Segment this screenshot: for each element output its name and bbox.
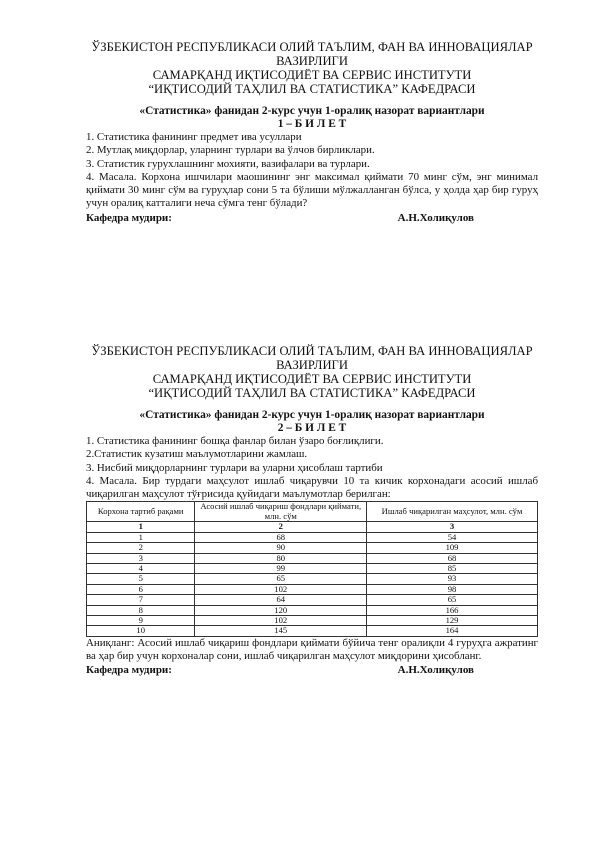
question-4-problem: 4. Масала. Бир турдаги маҳсулот ишлаб чиқарувчи 10 та кичик корхонадаги асосий ишлаб чиқарилган маҳсулот тўғрисида қуйидаги маълумотлар берилган: xyxy=(86,474,538,501)
question-3: 3. Нисбий миқдорларнинг турлари ва уларни ҳисоблаш тартиби xyxy=(86,461,383,474)
table-cell: 99 xyxy=(195,563,367,573)
table-row xyxy=(87,543,538,553)
table-column-number-row xyxy=(87,522,538,532)
ministry-header-line-2: ВАЗИРЛИГИ xyxy=(276,358,348,372)
table-cell: 129 xyxy=(367,615,538,625)
table-cell: 166 xyxy=(367,605,538,615)
table-cell: 164 xyxy=(367,626,538,636)
table-row xyxy=(87,563,538,573)
signature-line xyxy=(86,211,538,225)
table-row xyxy=(87,605,538,615)
table-cell: 4 xyxy=(87,563,195,573)
column-number: 2 xyxy=(195,522,367,532)
ticket-number: 2 – Б И Л Е Т xyxy=(277,422,347,434)
column-number: 3 xyxy=(367,522,538,532)
table-cell: 98 xyxy=(367,584,538,594)
table-cell: 6 xyxy=(87,584,195,594)
question-2: 2. Мутлақ миқдорлар, уларнинг турлари ва ўлчов бирликлари. xyxy=(86,144,375,157)
question-4-problem: 4. Масала. Корхона ишчилари маошининг энг максимал қиймати 70 минг сўм, энг минимал қиймати 30 минг сўм ва гуруҳлар сони 5 та бўлиши мўлжалланган бўлса, у ҳолда ҳар бир гуруҳ учун оралиқ катталиги неча сўмга тенг бўлади? xyxy=(86,170,538,210)
table-cell: 2 xyxy=(87,543,195,553)
signature-label: Кафедра мудири: xyxy=(86,664,172,677)
question-3: 3. Статистик гурухлашнинг мохияти, вазифалари ва турлари. xyxy=(86,157,370,170)
table-cell: 68 xyxy=(195,532,367,542)
table-cell: 64 xyxy=(195,595,367,605)
task-statement: Аниқланг: Асосий ишлаб чиқариш фондлари қиймати бўйича тенг оралиқли 4 гуруҳга ажратинг ва ҳар бир учун корхоналар сони, ишлаб чиқарилган маҳсулот миқдорини ҳисобланг. xyxy=(86,636,538,663)
question-1: 1. Статистика фанининг предмет ива усуллари xyxy=(86,131,302,143)
signature-name: А.Н.Холиқулов xyxy=(397,664,474,677)
table-cell: 85 xyxy=(367,563,538,573)
table-row xyxy=(87,626,538,636)
institute-name: САМАРҚАНД ИҚТИСОДИЁТ ВА СЕРВИС ИНСТИТУТИ xyxy=(152,372,472,386)
ministry-header-line-2: ВАЗИРЛИГИ xyxy=(276,54,348,68)
table-row xyxy=(87,532,538,542)
table-cell: 3 xyxy=(87,553,195,563)
column-header-enterprise-number: Корхона тартиб рақами xyxy=(87,502,195,522)
table-row xyxy=(87,584,538,594)
table-cell: 1 xyxy=(87,532,195,542)
table-cell: 109 xyxy=(367,543,538,553)
department-name: “ИҚТИСОДИЙ ТАҲЛИЛ ВА СТАТИСТИКА” КАФЕДРАСИ xyxy=(148,82,476,96)
table-row xyxy=(87,595,538,605)
column-header-fixed-assets: Асосий ишлаб чиқариш фондлари қиймати, млн. сўм xyxy=(195,502,367,522)
enterprise-data-table xyxy=(86,501,538,636)
table-cell: 80 xyxy=(195,553,367,563)
table-cell: 102 xyxy=(195,584,367,594)
question-1: 1. Статистика фанининг бошқа фанлар билан ўзаро боғлиқлиги. xyxy=(86,435,384,447)
signature-line xyxy=(86,663,538,677)
signature-label: Кафедра мудири: xyxy=(86,211,172,224)
table-cell: 90 xyxy=(195,543,367,553)
table-cell: 120 xyxy=(195,605,367,615)
table-header-row xyxy=(87,502,538,522)
exam-subtitle: «Статистика» фанидан 2-курс учун 1-оралиқ назорат вариантлари xyxy=(139,105,485,117)
table-cell: 7 xyxy=(87,595,195,605)
ticket-1 xyxy=(86,40,538,225)
exam-subtitle: «Статистика» фанидан 2-курс учун 1-оралиқ назорат вариантлари xyxy=(139,409,485,421)
table-row xyxy=(87,574,538,584)
signature-name: А.Н.Холиқулов xyxy=(397,211,474,224)
table-cell: 145 xyxy=(195,626,367,636)
table-cell: 10 xyxy=(87,626,195,636)
department-name: “ИҚТИСОДИЙ ТАҲЛИЛ ВА СТАТИСТИКА” КАФЕДРАСИ xyxy=(148,386,476,400)
ticket-number: 1 – Б И Л Е Т xyxy=(277,118,347,130)
ticket-2 xyxy=(86,344,538,677)
table-cell: 68 xyxy=(367,553,538,563)
table-cell: 5 xyxy=(87,574,195,584)
question-2: 2.Статистик кузатиш маълумотларини жамлаш. xyxy=(86,448,308,461)
table-row xyxy=(87,553,538,563)
table-cell: 102 xyxy=(195,615,367,625)
table-cell: 54 xyxy=(367,532,538,542)
table-cell: 8 xyxy=(87,605,195,615)
column-number: 1 xyxy=(87,522,195,532)
institute-name: САМАРҚАНД ИҚТИСОДИЁТ ВА СЕРВИС ИНСТИТУТИ xyxy=(152,68,472,82)
ministry-header-line-1: ЎЗБЕКИСТОН РЕСПУБЛИКАСИ ОЛИЙ ТАЪЛИМ, ФАН ВА ИННОВАЦИЯЛАР xyxy=(91,344,533,358)
table-cell: 65 xyxy=(367,595,538,605)
table-cell: 65 xyxy=(195,574,367,584)
table-cell: 93 xyxy=(367,574,538,584)
ministry-header-line-1: ЎЗБЕКИСТОН РЕСПУБЛИКАСИ ОЛИЙ ТАЪЛИМ, ФАН ВА ИННОВАЦИЯЛАР xyxy=(91,40,533,54)
column-header-output: Ишлаб чиқарилган маҳсулот, млн. сўм xyxy=(367,502,538,522)
table-row xyxy=(87,615,538,625)
table-cell: 9 xyxy=(87,615,195,625)
